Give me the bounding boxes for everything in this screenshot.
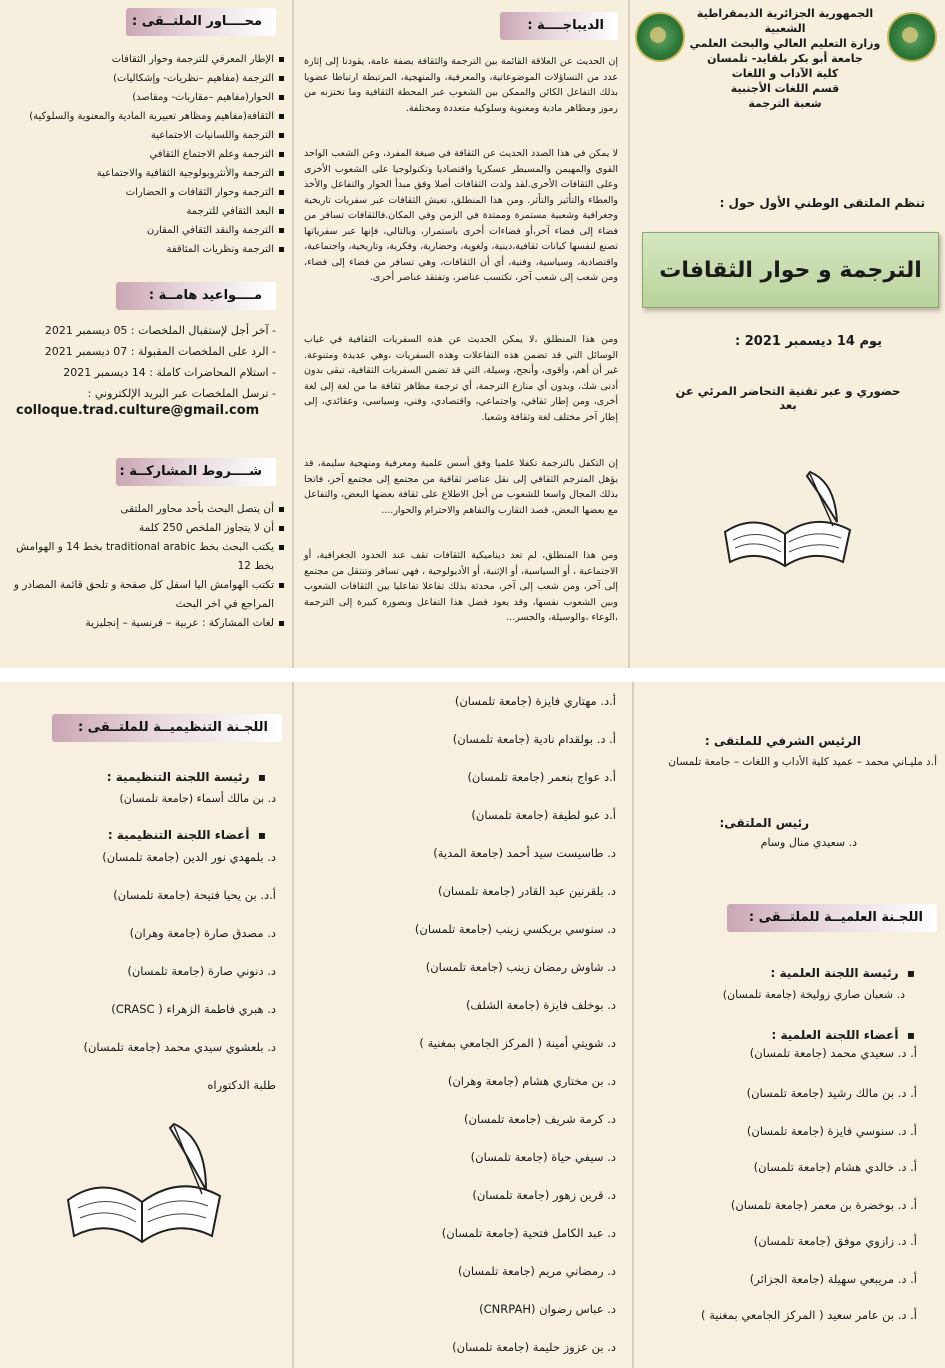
list-item: د. كرمة شريف (جامعة تلمسان) xyxy=(464,1112,616,1126)
list-item: الترجمة والنقد الثقافي المقارن xyxy=(29,221,284,240)
details-column xyxy=(0,0,290,668)
scientific-members-continued-list xyxy=(296,694,616,1364)
brochure-back xyxy=(0,682,945,1368)
university-emblem-icon xyxy=(635,12,685,62)
preamble-paragraph: إن الحديث عن العلاقة القائمة بين الترجمة والثقافة بصفة عامة، يقودنا إلى إثارة عدد من التساؤلات الموضوعاتية، والمعرفية، والمنهجية، المرتبطة ارتباطا عضويا بذلك التفاعل الكائن والممكن بين الشعوب عبر المحطة الثقافية وما تختزنه من رموز ومظاهر مادية ومعنوية وسلوكية متعددة ومختلفة. xyxy=(304,56,618,114)
organizing-members-list xyxy=(6,850,276,1092)
organizing-chair-name: د. بن مالك أسماء (جامعة تلمسان) xyxy=(119,792,276,805)
list-item: د. طاسيست سيد أحمد (جامعة المدية) xyxy=(433,846,616,860)
conference-title: الترجمة و حوار الثقافات xyxy=(642,232,939,308)
list-item: د. شويتي أمينة ( المركز الجامعي بمغنية ) xyxy=(419,1036,616,1050)
scientific-members-heading: ▪ أعضاء اللجنة العلمية : xyxy=(771,1028,915,1042)
organizing-members-heading: ▪ أعضاء اللجنة التنظيمية : xyxy=(107,828,266,842)
list-item: أ. د. بوخضرة بن معمر (جامعة تلمسان) xyxy=(730,1198,917,1212)
date-item: - الرد على الملخصات المقبولة : 07 ديسمبر 2021 xyxy=(44,345,276,358)
president-name: د. سعيدي منال وسام xyxy=(760,836,857,849)
list-item: أن يتصل البحث بأحد محاور الملتقى xyxy=(4,500,284,519)
list-item: الترجمة (مفاهيم –نظريات- وإشكاليات) xyxy=(29,69,284,88)
list-item: أ. د. بن مالك رشيد (جامعة تلمسان) xyxy=(746,1086,917,1100)
list-item: الترجمة واللسانيات الاجتماعية xyxy=(29,126,284,145)
fold-divider xyxy=(628,0,630,668)
list-item: د. شاوش رمضان زينب (جامعة تلمسان) xyxy=(425,960,616,974)
preamble-paragraph: إن التكفل بالترجمة تكفلا علميا وفق أسس علمية ومعرفية ومنهجية سليمة، قد يؤهل المترجم الثقافي إلى نقل عناصر ثقافية من مجتمع إلى مجتمع آخر، فاتحا بذلك المجال واسعا للشعوب من أجل الاطلاع على ثقافة بعضها البعض، والتفاعل مع بعضها البعض، قصد التقارب والتفاهم والاحترام والحوار.... xyxy=(304,458,618,516)
scientific-members-label: أعضاء اللجنة العلمية : xyxy=(771,1028,899,1042)
scientific-chair-heading: ▪ رئيسة اللجنة العلمية : xyxy=(770,966,915,980)
list-item: د. قرين زهور (جامعة تلمسان) xyxy=(472,1188,616,1202)
list-item: د. رمضاني مريم (جامعة تلمسان) xyxy=(457,1264,616,1278)
committees-column xyxy=(635,682,945,1368)
list-item: أ.د. مهتاري فايزة (جامعة تلمسان) xyxy=(454,694,616,708)
list-item: د. بلمهدي نور الدين (جامعة تلمسان) xyxy=(102,850,276,864)
axes-heading: محــــاور الملتــقى : xyxy=(126,8,276,36)
organizing-members-label: أعضاء اللجنة التنظيمية : xyxy=(107,828,250,842)
list-item: أ.د عواج بنعمر (جامعة تلمسان) xyxy=(467,770,616,784)
honorary-heading: الرئيس الشرفي للملتقى : xyxy=(704,734,861,748)
republic-name: الجمهورية الجزائرية الديمقراطية الشعبية xyxy=(696,7,874,35)
faculty-name: كلية الآداب و اللغات xyxy=(731,67,839,80)
date-item: - استلام المحاضرات كاملة : 14 ديسمبر 2021 xyxy=(63,366,276,379)
organizes-label: تنظم الملتقى الوطني الأول حول : xyxy=(719,196,925,210)
preamble-column xyxy=(296,0,626,668)
list-item: الترجمة ونظريات المثاقفة xyxy=(29,240,284,259)
contact-email[interactable]: colloque.trad.culture@gmail.com xyxy=(16,403,260,418)
list-item: أ.د. بن يحيا فتيحة (جامعة تلمسان) xyxy=(113,888,276,902)
preamble-paragraph: ومن هذا المنطلق، لم تعد ديناميكية الثقافات تقف عند الحدود الجغرافية، أو الاجتماعية ، أو السياسية، أو الإثنية، أو الأديولوجية ، فهي تسافر وتنتقل من مجتمع إلى آخر، ومن شعب إلى آخر، محدثة بذلك تفاعلا تفاعليا بين الثقافات الشعوب وبين الشعوب نفسها، وقد يعود فضل هذا التفاعل وبصورة كبيرة إلى الترجمة ،الوعاء ،والوسيلة، والجسر... xyxy=(304,550,618,623)
university-emblem-icon xyxy=(887,12,937,62)
book-quill-icon xyxy=(715,462,865,582)
list-item: الترجمة والأنثروبولوجية الثقافية والاجتماعية xyxy=(29,164,284,183)
list-item: يكتب البحث بخط traditional arabic بخط 14 و الهوامش بخط 12 xyxy=(4,538,284,576)
date-item: - ترسل الملخصات عبر البريد الإلكتروني : xyxy=(87,387,276,400)
list-item: البعد الثقافي للترجمة xyxy=(29,202,284,221)
scientific-heading: اللجـنة العلميــة للملتــقى : xyxy=(727,904,937,932)
ministry-name: وزارة التعليم العالي والبحث العلمي xyxy=(689,37,881,50)
department-name: قسم اللغات الأجنبية xyxy=(730,82,840,95)
list-item: د. سيفي حياة (جامعة تلمسان) xyxy=(470,1150,616,1164)
scientific-members-list xyxy=(647,1046,917,1346)
list-item: أ. د. بن عامر سعيد ( المركز الجامعي بمغنية ) xyxy=(701,1308,917,1322)
list-item: أ. د. خالدي هشام (جامعة تلمسان) xyxy=(753,1160,917,1174)
list-item: د. بن عزوز حليمة (جامعة تلمسان) xyxy=(452,1340,616,1354)
axes-list xyxy=(29,50,284,259)
organizing-chair-heading: ▪ رئيسة اللجنة التنظيمية : xyxy=(106,770,266,784)
organizing-column xyxy=(0,682,290,1368)
branch-name: شعبة الترجمة xyxy=(748,97,822,110)
list-item: د. عباس رضوان (CNRPAH) xyxy=(479,1302,616,1316)
list-item: د. بلقرنين عبد القادر (جامعة تلمسان) xyxy=(437,884,616,898)
preamble-heading: الديباجــــة : xyxy=(500,12,618,40)
preamble-paragraph: لا يمكن في هذا الصدد الحديث عن الثقافة في صيغة المفرد، وعن الشعب الواحد القوي والمهيمن والمسيطر عسكريا واقتصاديا وتكنولوجيا على الشعوب الأخرى وعلى الثقافات الأخرى.لقد ولدت الثقافات أصلا وفق مبدأ الحوار والتفاعل والأخذ والعطاء والتأثير والتأثر. ومن هذا المنطلق، تعيش الثقافات عبر سفريات تاريخية وجغرافية وشعبية مستمرة وممتدة في الزمن وفي المكان.فالثقافات تسافر من فضاء إلى فضاء آخر،أو فضاءات أخرى باستمرار، وبالتالي، فإنها عبر سفرياتها تصنع لنفسها كيانات ثقافية،دينية، ولغوية، وحضارية، وفكرية، وتاريخية، واجتماعية، واقتصادية، وسياسية، وفنية، أي أن الثقافات، وهي تسافر من فضاء إلى فضاء، ومن شعب إلى شعب آخر، تكتسب عناصر، وتفتقد عناصر أخرى. xyxy=(304,148,618,283)
list-item: أ. د. بولقدام نادية (جامعة تلمسان) xyxy=(452,732,616,746)
list-item: د. بن مختاري هشام (جامعة وهران) xyxy=(447,1074,616,1088)
list-item: د. سنوسي بريكسي زينب (جامعة تلمسان) xyxy=(414,922,616,936)
list-item: الثقافة(مفاهيم ومظاهر تعبيرية المادية والمعنوية والسلوكية) xyxy=(29,107,284,126)
list-item: أ. د. سنوسي فايزة (جامعة تلمسان) xyxy=(746,1124,917,1138)
book-quill-icon xyxy=(56,1112,236,1262)
fold-divider xyxy=(292,0,294,668)
preamble-paragraph: ومن هذا المنطلق ،لا يمكن الحديث عن هذه السفريات الثقافية في غياب الوسائل التي قد تضمن هذه التفاعلات وهذه السفريات ،وهي عديدة ومتنوعة. غير أن أهم، وأقوى، وأنجح، وسيلة، التي قد تضمن السفريات الثقافية، تبقى بدون أدنى شك، وبدون أي منازع الترجمة، أي ترجمة مظاهر ثقافة ما من لغة إلى لغة أخرى، ومن إطار ثقافي، واجتماعي، واقتصادي، وفني، وسياسي، وعقائدي، إلى إطار آخر مختلف لغة وثقافة وشعبا. xyxy=(304,334,618,423)
university-name: جامعة أبو بكر بلقايد- تلمسان xyxy=(707,52,863,65)
conditions-heading: شــــروط المشاركــة : xyxy=(116,458,276,486)
fold-divider xyxy=(632,682,634,1368)
list-item: الإطار المعرفي للترجمة وحوار الثقافات xyxy=(29,50,284,69)
list-item: الحوار(مفاهيم –مقاربات- ومقاصد) xyxy=(29,88,284,107)
list-item: د. مصدق صارة (جامعة وهران) xyxy=(129,926,276,940)
list-item: أ.د عبو لطيفة (جامعة تلمسان) xyxy=(471,808,616,822)
list-item: أ. د. مريبعي سهيلة (جامعة الجزائر) xyxy=(749,1272,917,1286)
conference-date: يوم 14 ديسمبر 2021 : xyxy=(735,334,883,349)
members-continued-column xyxy=(296,682,630,1368)
conference-mode: حضوري و عبر تقنية التحاضر المرئي عن بعد xyxy=(675,384,901,412)
conditions-list xyxy=(4,500,284,633)
scientific-chair-label: رئيسة اللجنة العلمية : xyxy=(770,966,899,980)
brochure-front xyxy=(0,0,945,668)
honorary-name: أ.د مليـاني محمد – عميد كلية الأداب و اللغات – جامعة تلمسان xyxy=(668,756,937,768)
list-item: د. دنوني صارة (جامعة تلمسان) xyxy=(127,964,276,978)
dates-heading: مــــواعيد هامــة : xyxy=(116,282,276,310)
organizing-chair-label: رئيسة اللجنة التنظيمية : xyxy=(106,770,250,784)
list-item: د. عبد الكامل فتحية (جامعة تلمسان) xyxy=(441,1226,616,1240)
list-item: د. هبري فاطمة الزهراء ( CRASC) xyxy=(111,1002,276,1016)
president-heading: رئيس الملتقى: xyxy=(719,816,809,830)
list-item: الترجمة وعلم الاجتماع الثقافي xyxy=(29,145,284,164)
list-item: أ. د. سعيدي محمد (جامعة تلمسان) xyxy=(749,1046,917,1060)
list-item: أن لا يتجاوز الملخص 250 كلمة xyxy=(4,519,284,538)
list-item: تكتب الهوامش اليا اسفل كل صفحة و تلحق قائمة المصادر و المراجع في اخر البحث xyxy=(4,576,284,614)
organizing-heading: اللجـنة التنظيميــة للملتــقى : xyxy=(52,714,282,742)
list-item: د. بوخلف فايزة (جامعة الشلف) xyxy=(465,998,616,1012)
list-item: طلبة الدكتوراه xyxy=(207,1078,276,1092)
list-item: لغات المشاركة : عربية – فرنسية – إنجليزية xyxy=(4,614,284,633)
list-item: الترجمة وحوار الثقافات و الحضارات xyxy=(29,183,284,202)
scientific-chair-name: د. شعبان صاري زوليخة (جامعة تلمسان) xyxy=(722,988,905,1001)
fold-divider xyxy=(292,682,294,1368)
list-item: د. بلعشوي سيدي محمد (جامعة تلمسان) xyxy=(83,1040,276,1054)
list-item: أ. د. زازوي موفق (جامعة تلمسان) xyxy=(753,1234,917,1248)
date-item: - آخر أجل لإستقبال الملخصات : 05 ديسمبر 2021 xyxy=(44,324,276,337)
